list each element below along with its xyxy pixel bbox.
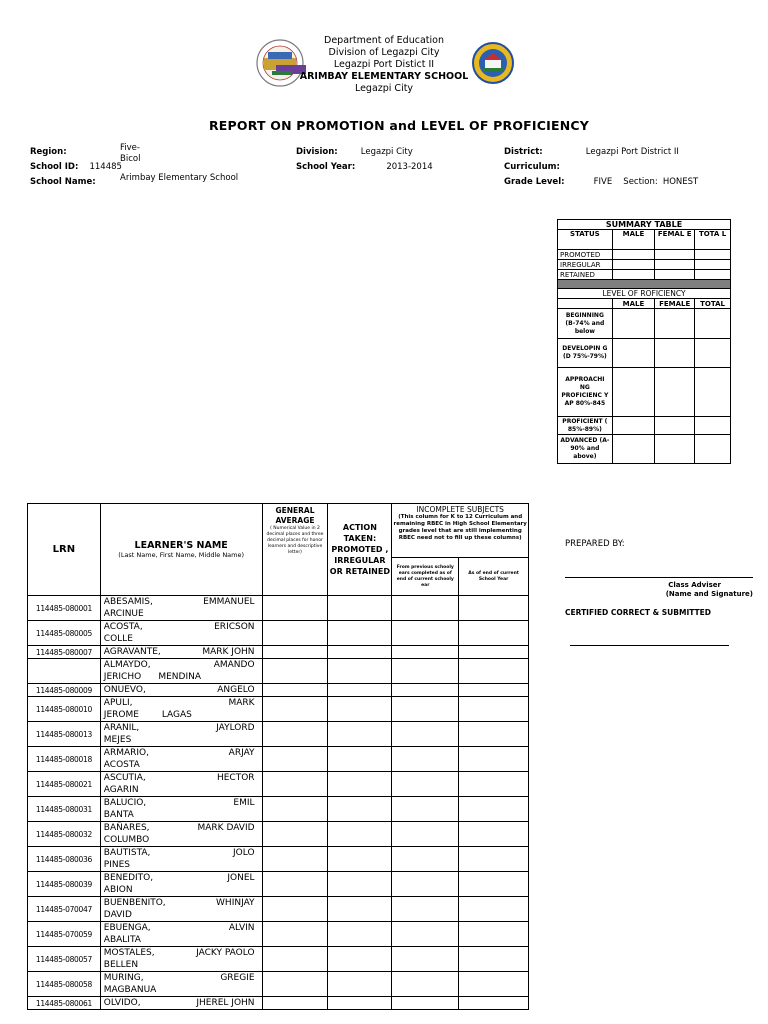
middle-name: AGARIN — [103, 785, 139, 795]
prev-years-cell[interactable] — [392, 596, 459, 621]
table-row — [28, 872, 529, 897]
lrn-cell: 114485-080061 — [28, 997, 101, 1010]
last-name: EBUENGA, — [103, 923, 151, 933]
current-year-cell[interactable] — [459, 947, 529, 972]
level-developing: DEVELOPIN G (D 75%-79%) — [558, 339, 613, 368]
prev-years-cell[interactable] — [392, 621, 459, 646]
level-title: LEVEL OF ROFICIENCY — [558, 289, 731, 299]
division-name: Division of Legazpi City — [328, 47, 440, 58]
current-year-cell[interactable] — [459, 872, 529, 897]
middle-name: COLUMBO — [103, 835, 150, 845]
info-middle — [296, 143, 433, 173]
learner-name-cell — [100, 697, 262, 722]
first-name: EMIL — [233, 798, 255, 808]
name-header — [100, 504, 262, 596]
first-name: ARJAY — [228, 748, 255, 758]
general-average-cell[interactable] — [262, 621, 328, 646]
learner-name-cell — [100, 797, 262, 822]
action-taken-cell[interactable] — [328, 847, 392, 872]
last-name: BUENBENITO, — [103, 898, 166, 908]
learner-name-cell — [100, 947, 262, 972]
middle-name: ABALITA — [103, 935, 141, 945]
lrn-header: LRN — [28, 504, 101, 596]
certified-label: CERTIFIED CORRECT & SUBMITTED — [565, 608, 711, 617]
region-value: Five-Bicol — [120, 143, 141, 164]
general-average-cell[interactable] — [262, 872, 328, 897]
prev-years-cell[interactable] — [392, 972, 459, 997]
last-name: ONUEVO, — [103, 685, 146, 695]
action-taken-cell[interactable] — [328, 947, 392, 972]
lrn-cell: 114485-080031 — [28, 797, 101, 822]
lrn-cell: 114485-080018 — [28, 747, 101, 772]
action-taken-cell[interactable] — [328, 972, 392, 997]
lrn-cell: 114485-070047 — [28, 897, 101, 922]
current-year-cell[interactable] — [459, 659, 529, 684]
last-name: OLVIDO, — [103, 998, 141, 1008]
general-average-cell[interactable] — [262, 596, 328, 621]
grade-level-label: Grade Level: — [504, 177, 565, 187]
first-name: GREGIE — [220, 973, 255, 983]
table-row — [28, 747, 529, 772]
summary-title: SUMMARY TABLE — [558, 220, 731, 230]
avg-header — [262, 504, 328, 596]
region-label: Region: — [30, 147, 67, 157]
prev-years-cell[interactable] — [392, 646, 459, 659]
school-name: ARIMBAY ELEMENTARY SCHOOL — [299, 71, 469, 82]
first-name: JONEL — [227, 873, 255, 883]
adviser-caption — [565, 581, 753, 599]
table-row — [28, 697, 529, 722]
first-name: MARK DAVID — [197, 823, 255, 833]
last-name: ASCUTIA, — [103, 773, 146, 783]
general-average-cell[interactable] — [262, 659, 328, 684]
last-name: BENEDITO, — [103, 873, 154, 883]
learner-name-cell — [100, 621, 262, 646]
prev-years-cell[interactable] — [392, 747, 459, 772]
general-average-cell[interactable] — [262, 747, 328, 772]
lrn-cell: 114485-080010 — [28, 697, 101, 722]
middle-name: MEJES — [103, 735, 132, 745]
current-year-header: As of end of current School Year — [459, 558, 529, 596]
learner-name-cell — [100, 897, 262, 922]
lrn-cell: 114485-080036 — [28, 847, 101, 872]
action-taken-cell[interactable] — [328, 684, 392, 697]
prev-years-cell[interactable] — [392, 822, 459, 847]
current-year-cell[interactable] — [459, 822, 529, 847]
info-right — [504, 143, 744, 188]
district-value: Legazpi Port District II — [585, 147, 679, 157]
action-taken-cell[interactable] — [328, 747, 392, 772]
current-year-cell[interactable] — [459, 847, 529, 872]
table-row — [28, 646, 529, 659]
action-taken-cell[interactable] — [328, 697, 392, 722]
avg-header-title: GENERAL AVERAGE — [275, 506, 315, 525]
middle-name: ABION — [103, 885, 133, 895]
middle-name: DAVID — [103, 910, 132, 920]
prev-years-cell[interactable] — [392, 659, 459, 684]
prev-years-cell[interactable] — [392, 697, 459, 722]
general-average-cell[interactable] — [262, 797, 328, 822]
middle-name: JERICHO MENDINA — [103, 672, 202, 682]
dept-name: Department of Education — [324, 35, 444, 46]
action-taken-cell[interactable] — [328, 646, 392, 659]
prev-years-cell[interactable] — [392, 897, 459, 922]
action-taken-cell[interactable] — [328, 897, 392, 922]
first-name: EMMANUEL — [203, 597, 255, 607]
info-left — [30, 143, 239, 188]
last-name: AGRAVANTE, — [103, 647, 161, 657]
curriculum-label: Curriculum: — [504, 162, 560, 172]
learner-name-cell — [100, 872, 262, 897]
female-header: FEMAL E — [655, 230, 695, 250]
learner-name-cell — [100, 722, 262, 747]
last-name: ABESAMIS, — [103, 597, 153, 607]
city-name: Legazpi City — [354, 83, 414, 94]
lrn-cell: 114485-080009 — [28, 684, 101, 697]
current-year-cell[interactable] — [459, 621, 529, 646]
name-header-title: LEARNER'S NAME — [134, 540, 228, 551]
general-average-cell[interactable] — [262, 772, 328, 797]
general-average-cell[interactable] — [262, 972, 328, 997]
lrn-cell: 114485-080057 — [28, 947, 101, 972]
level-approaching: APPROACHI NG PROFICIENC Y AP 80%-845 — [558, 368, 613, 417]
grade-level-value: FIVE — [593, 177, 613, 187]
report-title: REPORT ON PROMOTION and LEVEL OF PROFICIENCY — [208, 118, 590, 133]
status-retained: RETAINED — [558, 270, 613, 280]
learner-name-cell — [100, 922, 262, 947]
middle-name: ACOSTA — [103, 760, 140, 770]
action-taken-cell[interactable] — [328, 659, 392, 684]
level-beginning: BEGINNING (B-74% and below — [558, 309, 613, 339]
prev-years-cell[interactable] — [392, 722, 459, 747]
table-row — [28, 621, 529, 646]
learners-table — [27, 503, 529, 1010]
last-name: ARANIL, — [103, 723, 140, 733]
incomplete-title: INCOMPLETE SUBJECTS — [416, 505, 504, 514]
first-name: MARK JOHN — [202, 647, 255, 657]
incomplete-sub: (This column for K to 12 Curriculum and remaining RBEC in High School Elementary grades level that are still implementing RBEC need not to fill up these columns) — [393, 514, 527, 541]
district-label: District: — [504, 147, 543, 157]
current-year-cell[interactable] — [459, 722, 529, 747]
table-row — [28, 947, 529, 972]
division-value: Legazpi City — [360, 147, 413, 157]
status-promoted: PROMOTED — [558, 250, 613, 260]
general-average-cell[interactable] — [262, 646, 328, 659]
certifier-signature-line — [570, 645, 729, 646]
middle-name: ARCINUE — [103, 609, 144, 619]
summary-table — [557, 219, 731, 464]
prev-years-cell[interactable] — [392, 922, 459, 947]
school-year-value: 2013-2014 — [386, 162, 433, 172]
prev-years-header: From previous schooly ears completed as of end of current schooly ear — [392, 558, 459, 596]
lrn-cell: 114485-080005 — [28, 621, 101, 646]
general-average-cell[interactable] — [262, 897, 328, 922]
current-year-cell[interactable] — [459, 697, 529, 722]
lrn-cell: 114485-080032 — [28, 822, 101, 847]
name-header-sub: (Last Name, First Name, Middle Name) — [118, 551, 245, 559]
first-name: JHEREL JOHN — [196, 998, 255, 1008]
table-row — [28, 997, 529, 1010]
table-row — [28, 922, 529, 947]
table-row — [28, 847, 529, 872]
last-name: BAUTISTA, — [103, 848, 151, 858]
general-average-cell[interactable] — [262, 697, 328, 722]
action-taken-cell[interactable] — [328, 596, 392, 621]
general-average-cell[interactable] — [262, 847, 328, 872]
middle-name: BANTA — [103, 810, 134, 820]
last-name: BALUCIO, — [103, 798, 147, 808]
current-year-cell[interactable] — [459, 922, 529, 947]
first-name: WHINJAY — [216, 898, 255, 908]
first-name: MARK — [228, 698, 255, 708]
learner-name-cell — [100, 997, 262, 1010]
first-name: ERICSON — [214, 622, 255, 632]
avg-header-sub: ( Numerical Value in 2 decimal places and three decimal places for honor learners and descriptive letter) — [266, 526, 324, 555]
prev-years-cell[interactable] — [392, 684, 459, 697]
table-row — [28, 772, 529, 797]
general-average-cell[interactable] — [262, 822, 328, 847]
last-name: ACOSTA, — [103, 622, 143, 632]
prepared-by-label: PREPARED BY: — [565, 539, 625, 549]
adviser-sub-label: (Name and Signature) — [665, 590, 753, 598]
level-proficient: PROFICIENT ( 85%-89%) — [558, 417, 613, 435]
total-header: TOTA L — [695, 230, 731, 250]
prev-years-cell[interactable] — [392, 847, 459, 872]
middle-name: PINES — [103, 860, 131, 870]
general-average-cell[interactable] — [262, 722, 328, 747]
general-average-cell[interactable] — [262, 947, 328, 972]
action-taken-cell[interactable] — [328, 822, 392, 847]
prev-years-cell[interactable] — [392, 872, 459, 897]
adviser-signature-line — [565, 577, 753, 578]
action-taken-cell[interactable] — [328, 722, 392, 747]
table-row — [28, 722, 529, 747]
last-name: ARMARIO, — [103, 748, 149, 758]
learner-name-cell — [100, 646, 262, 659]
lrn-cell: 114485-080039 — [28, 872, 101, 897]
prev-years-cell[interactable] — [392, 947, 459, 972]
district-name: Legazpi Port Distict II — [333, 59, 435, 70]
action-taken-cell[interactable] — [328, 872, 392, 897]
middle-name: JEROME LAGAS — [103, 710, 192, 720]
incomplete-header — [392, 504, 529, 558]
general-average-cell[interactable] — [262, 922, 328, 947]
learner-name-cell — [100, 822, 262, 847]
lrn-cell — [28, 659, 101, 684]
section-label: Section: — [623, 177, 658, 187]
learner-name-cell — [100, 772, 262, 797]
lrn-cell: 114485-070059 — [28, 922, 101, 947]
lrn-cell: 114485-080007 — [28, 646, 101, 659]
table-row — [28, 659, 529, 684]
school-id-value: 114485 — [89, 162, 122, 172]
status-header: STATUS — [558, 230, 613, 250]
school-id-label: School ID: — [30, 162, 79, 172]
current-year-cell[interactable] — [459, 772, 529, 797]
action-taken-cell[interactable] — [328, 772, 392, 797]
level-total-header: TOTAL — [695, 299, 731, 309]
current-year-cell[interactable] — [459, 997, 529, 1010]
learner-name-cell — [100, 747, 262, 772]
lrn-cell: 114485-080001 — [28, 596, 101, 621]
action-taken-cell[interactable] — [328, 621, 392, 646]
first-name: ANGELO — [217, 685, 255, 695]
current-year-cell[interactable] — [459, 897, 529, 922]
last-name: APULI, — [103, 698, 133, 708]
current-year-cell[interactable] — [459, 797, 529, 822]
table-row — [28, 684, 529, 697]
lrn-cell: 114485-080058 — [28, 972, 101, 997]
level-female-header: FEMALE — [655, 299, 695, 309]
middle-name: MAGBANUA — [103, 985, 157, 995]
learner-name-cell — [100, 847, 262, 872]
action-taken-cell[interactable] — [328, 797, 392, 822]
current-year-cell[interactable] — [459, 596, 529, 621]
table-row — [28, 897, 529, 922]
learner-name-cell — [100, 659, 262, 684]
letterhead — [0, 35, 768, 95]
status-irregular: IRREGULAR — [558, 260, 613, 270]
general-average-cell[interactable] — [262, 684, 328, 697]
lrn-cell: 114485-080021 — [28, 772, 101, 797]
first-name: JAYLORD — [216, 723, 255, 733]
last-name: MOSTALES, — [103, 948, 155, 958]
prev-years-cell[interactable] — [392, 772, 459, 797]
summary-divider — [558, 280, 731, 289]
action-taken-cell[interactable] — [328, 997, 392, 1010]
school-year-label: School Year: — [296, 162, 356, 172]
first-name: HECTOR — [216, 773, 255, 783]
action-header: ACTION TAKEN: PROMOTED , IRREGULAR OR RETAINED — [328, 504, 392, 596]
first-name: JOLO — [233, 848, 255, 858]
school-name-label: School Name: — [30, 177, 96, 187]
first-name: AMANDO — [213, 660, 255, 670]
middle-name: BELLEN — [103, 960, 139, 970]
last-name: BAÑARES, — [103, 823, 150, 833]
current-year-cell[interactable] — [459, 646, 529, 659]
current-year-cell[interactable] — [459, 747, 529, 772]
section-value: HONEST — [662, 177, 699, 187]
table-row — [28, 822, 529, 847]
learner-name-cell — [100, 684, 262, 697]
learner-name-cell — [100, 972, 262, 997]
action-taken-cell[interactable] — [328, 922, 392, 947]
last-name: ALMAYDO, — [103, 660, 151, 670]
school-name-value: Arimbay Elementary School — [120, 173, 239, 183]
adviser-label: Class Adviser — [668, 581, 721, 589]
level-male-header: MALE — [612, 299, 655, 309]
prev-years-cell[interactable] — [392, 997, 459, 1010]
male-header: MALE — [612, 230, 655, 250]
first-name: ALVIN — [228, 923, 255, 933]
current-year-cell[interactable] — [459, 972, 529, 997]
table-row — [28, 797, 529, 822]
last-name: MURING, — [103, 973, 144, 983]
learner-name-cell — [100, 596, 262, 621]
lrn-cell: 114485-080013 — [28, 722, 101, 747]
general-average-cell[interactable] — [262, 997, 328, 1010]
current-year-cell[interactable] — [459, 684, 529, 697]
prev-years-cell[interactable] — [392, 797, 459, 822]
level-advanced: ADVANCED (A-90% and above) — [558, 435, 613, 464]
table-row — [28, 596, 529, 621]
table-row — [28, 972, 529, 997]
middle-name: COLLE — [103, 634, 133, 644]
division-label: Division: — [296, 147, 338, 157]
first-name: JACKY PAOLO — [196, 948, 255, 958]
